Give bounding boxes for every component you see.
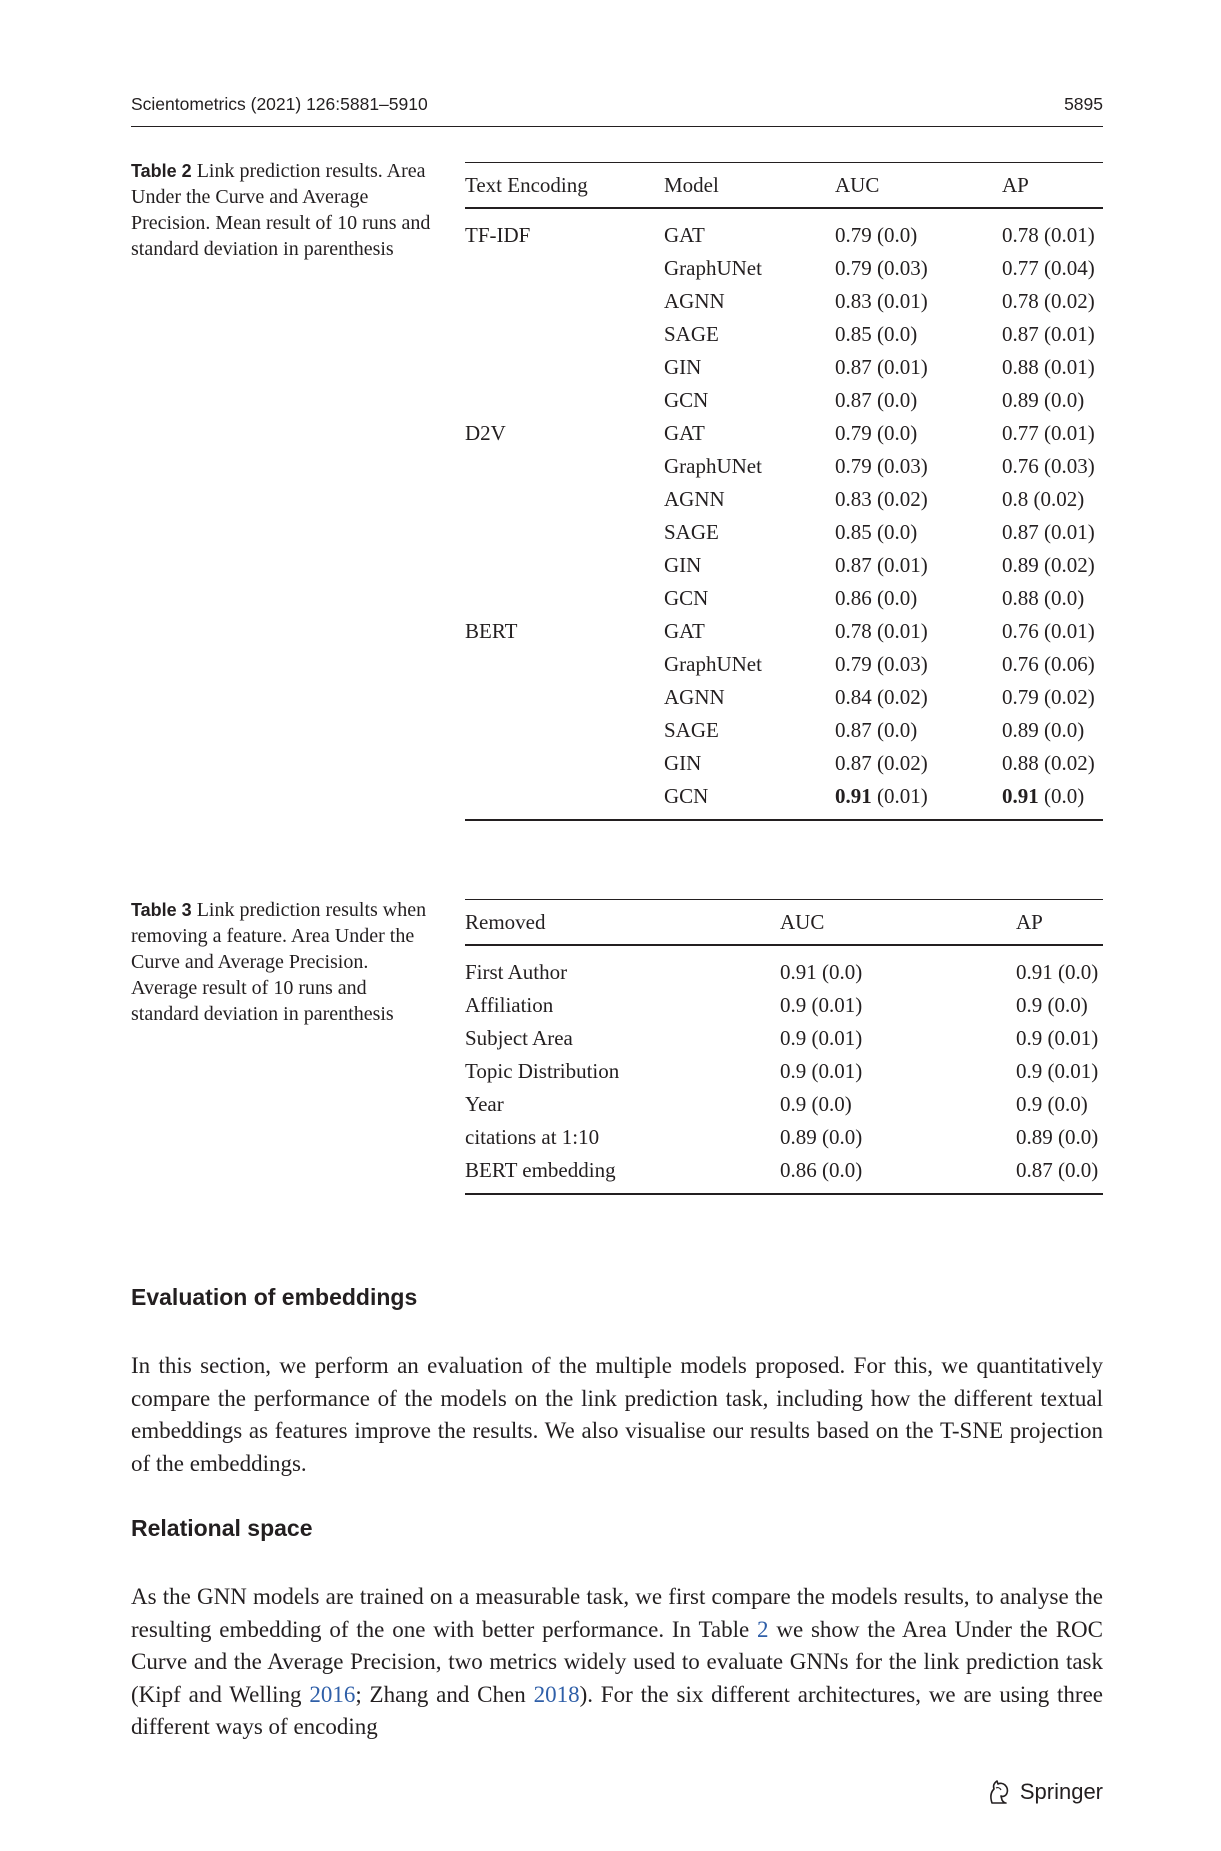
table2-cell-auc: 0.79 (0.03) (835, 652, 928, 676)
table2-cell-enc (465, 747, 664, 780)
table3-cell-removed: Subject Area (465, 1026, 573, 1050)
table2-cell-auc (835, 780, 1002, 820)
table2-cell-auc: 0.86 (0.0) (835, 586, 918, 610)
table-row (465, 1154, 1103, 1194)
paragraph-relational-space (131, 1581, 1103, 1744)
table3-cell-auc: 0.89 (0.0) (780, 1125, 863, 1149)
table2-cell-ap: 0.89 (0.02) (1002, 553, 1095, 577)
table2-cell-auc: 0.87 (0.01) (835, 553, 928, 577)
table2-cell-auc: 0.87 (0.02) (835, 751, 928, 775)
table2-cell-ap: 0.8 (0.02) (1002, 487, 1085, 511)
table2-cell-enc: D2V (465, 421, 506, 445)
table2-cell-ap: 0.79 (0.02) (1002, 685, 1095, 709)
table2-cell-ap: 0.77 (0.04) (1002, 256, 1095, 280)
table3-cell-auc: 0.91 (0.0) (780, 960, 863, 984)
table2-cell-model: SAGE (664, 520, 719, 544)
table-row (465, 747, 1103, 780)
best-value: 0.91 (835, 784, 872, 808)
table3-cell-auc: 0.9 (0.01) (780, 1059, 863, 1083)
table2-cell-model: GIN (664, 553, 702, 577)
table2-cell-model: GraphUNet (664, 256, 762, 280)
table2-col-model: Model (664, 172, 719, 197)
journal-citation: Scientometrics (2021) 126:5881–5910 (131, 94, 428, 114)
best-value: 0.91 (1002, 784, 1039, 808)
table2-cell-enc (465, 285, 664, 318)
table2-cell-model: AGNN (664, 487, 725, 511)
table3-cell-auc: 0.9 (0.01) (780, 993, 863, 1017)
table3-cell-removed: BERT embedding (465, 1158, 616, 1182)
table3-cell-removed: First Author (465, 960, 568, 984)
publisher-logo (986, 1778, 1103, 1806)
table2-cell-enc (465, 318, 664, 351)
table-row (465, 714, 1103, 747)
table2-cell-auc: 0.87 (0.0) (835, 718, 918, 742)
table2-cell-enc (465, 351, 664, 384)
table-row (465, 384, 1103, 417)
publisher-name: Springer (1019, 1779, 1103, 1804)
table-row (465, 1055, 1103, 1088)
table2-cell-auc: 0.84 (0.02) (835, 685, 928, 709)
table2-cell-model: GraphUNet (664, 454, 762, 478)
table2-cell-enc (465, 516, 664, 549)
table2-cell-ap: 0.76 (0.01) (1002, 619, 1095, 643)
table2 (465, 162, 1103, 821)
table2-cell-enc (465, 483, 664, 516)
table2-cell-model: GCN (664, 388, 709, 412)
table2-col-auc: AUC (835, 172, 880, 197)
table3-caption (131, 897, 431, 1027)
table2-cell-ap: 0.89 (0.0) (1002, 388, 1085, 412)
table2-cell-auc: 0.83 (0.02) (835, 487, 928, 511)
section-heading-relational-space: Relational space (131, 1515, 313, 1541)
table2-cell-ap: 0.88 (0.01) (1002, 355, 1095, 379)
table2-cell-model: SAGE (664, 718, 719, 742)
table3-cell-removed: citations at 1:10 (465, 1125, 600, 1149)
table3-cell-removed: Year (465, 1092, 504, 1116)
table-reference-link[interactable]: 2 (757, 1616, 769, 1642)
table2-cell-enc (465, 681, 664, 714)
table2-cell-enc (465, 714, 664, 747)
table2-cell-enc (465, 549, 664, 582)
table-row (465, 252, 1103, 285)
table2-cell-model: GAT (664, 421, 705, 445)
table2-cell-auc: 0.85 (0.0) (835, 322, 918, 346)
table3-cell-ap: 0.9 (0.01) (1016, 1026, 1099, 1050)
table-row (465, 208, 1103, 252)
page-number: 5895 (1064, 94, 1103, 114)
table2-cell-model: GraphUNet (664, 652, 762, 676)
table2-cell-auc: 0.79 (0.03) (835, 454, 928, 478)
table2-cell-auc: 0.87 (0.01) (835, 355, 928, 379)
table2-col-ap: AP (1002, 172, 1029, 197)
paragraph-text: we show the Area Under the ROC Curve and the Average Precision, two metrics widely used to evaluate GNNs for the link prediction task (Kipf and Welling (131, 1616, 1103, 1707)
table3-cell-ap: 0.89 (0.0) (1016, 1125, 1099, 1149)
table2-cell-ap: 0.87 (0.01) (1002, 520, 1095, 544)
table2-cell-model: AGNN (664, 685, 725, 709)
paragraph-evaluation: In this section, we perform an evaluation of the multiple models proposed. For this, we quantitatively compare the performance of the models on the link prediction task, including how the different textual embeddings as features improve the results. We also visualise our results based on the T-SNE projection of the embeddings. (131, 1353, 1103, 1476)
table-row (465, 351, 1103, 384)
table3-col-removed: Removed (465, 909, 546, 934)
table2-cell-auc: 0.83 (0.01) (835, 289, 928, 313)
table2-cell-ap: 0.78 (0.02) (1002, 289, 1095, 313)
table3-label: Table 3 (131, 900, 192, 920)
table-row (465, 582, 1103, 615)
paragraph-text: ; Zhang and Chen (355, 1681, 534, 1707)
table-row (465, 681, 1103, 714)
table-row (465, 285, 1103, 318)
table2-cell-auc: 0.79 (0.03) (835, 256, 928, 280)
table2-cell-enc (465, 252, 664, 285)
table2-cell-ap: 0.89 (0.0) (1002, 718, 1085, 742)
table3-cell-removed: Affiliation (465, 993, 554, 1017)
table3-cell-auc: 0.9 (0.01) (780, 1026, 863, 1050)
table2-cell-model: GAT (664, 619, 705, 643)
table3-cell-ap: 0.9 (0.01) (1016, 1059, 1099, 1083)
table2-cell-model: AGNN (664, 289, 725, 313)
table2-cell-auc: 0.79 (0.0) (835, 421, 918, 445)
table3-caption-text: Link prediction results when removing a feature. Area Under the Curve and Average Precision. Average result of 10 runs and standard deviation in parenthesis (131, 899, 427, 1025)
table2-cell-enc (465, 450, 664, 483)
table2-cell-enc (465, 582, 664, 615)
table2-cell-enc (465, 648, 664, 681)
table2-cell-ap (1002, 780, 1103, 820)
table2-cell-auc: 0.87 (0.0) (835, 388, 918, 412)
table3-cell-ap: 0.9 (0.0) (1016, 993, 1088, 1017)
table2-cell-model: GAT (664, 223, 705, 247)
paragraph-text: ). For the six different architectures, we are using three different ways of encoding (131, 1681, 1103, 1739)
table2-cell-model: GIN (664, 751, 702, 775)
table2-cell-auc: 0.85 (0.0) (835, 520, 918, 544)
table-row (465, 780, 1103, 820)
std-value: (0.01) (871, 784, 928, 808)
citation-link-zhang-2018[interactable]: 2018 (533, 1681, 580, 1707)
table2-cell-model: GCN (664, 784, 709, 808)
table2-cell-auc: 0.78 (0.01) (835, 619, 928, 643)
table3-col-auc: AUC (780, 909, 825, 934)
table3-header-row (465, 900, 1103, 946)
table3-cell-auc: 0.9 (0.0) (780, 1092, 852, 1116)
table2-cell-ap: 0.88 (0.02) (1002, 751, 1095, 775)
table2-cell-ap: 0.76 (0.03) (1002, 454, 1095, 478)
table3-cell-ap: 0.91 (0.0) (1016, 960, 1099, 984)
table2-cell-model: GCN (664, 586, 709, 610)
table2-cell-model: SAGE (664, 322, 719, 346)
table-row (465, 483, 1103, 516)
table2-cell-ap: 0.87 (0.01) (1002, 322, 1095, 346)
table3-cell-ap: 0.9 (0.0) (1016, 1092, 1088, 1116)
table-row (465, 648, 1103, 681)
citation-link-kipf-2016[interactable]: 2016 (309, 1681, 356, 1707)
table2-col-encoding: Text Encoding (465, 172, 588, 197)
std-value: (0.0) (1038, 784, 1085, 808)
table3-cell-auc: 0.86 (0.0) (780, 1158, 863, 1182)
table2-cell-ap: 0.78 (0.01) (1002, 223, 1095, 247)
table2-cell-auc: 0.79 (0.0) (835, 223, 918, 247)
table2-cell-ap: 0.88 (0.0) (1002, 586, 1085, 610)
page-header (131, 90, 1103, 127)
table2-cell-enc: BERT (465, 619, 518, 643)
paragraph-text: As the GNN models are trained on a measurable task, we first compare the models results, to analyse the resulting embedding of the one with better performance. In Table (131, 1584, 1103, 1642)
table2-cell-enc (465, 384, 664, 417)
table-row (465, 549, 1103, 582)
table2-cell-ap: 0.76 (0.06) (1002, 652, 1095, 676)
table2-cell-model: GIN (664, 355, 702, 379)
table2-header-row (465, 163, 1103, 209)
table-row (465, 318, 1103, 351)
springer-horse-icon (986, 1778, 1012, 1806)
table-row (465, 945, 1103, 989)
table3-cell-removed: Topic Distribution (465, 1059, 620, 1083)
table2-cell-enc (465, 780, 664, 820)
table2-cell-enc: TF-IDF (465, 223, 531, 247)
table3-cell-ap: 0.87 (0.0) (1016, 1158, 1099, 1182)
table2-cell-ap: 0.77 (0.01) (1002, 421, 1095, 445)
section-heading-evaluation: Evaluation of embeddings (131, 1284, 418, 1310)
table-row (465, 1022, 1103, 1055)
table2-label: Table 2 (131, 161, 192, 181)
table-row (465, 1088, 1103, 1121)
table-row (465, 417, 1103, 450)
table2-caption (131, 158, 437, 262)
table2-caption-text: Link prediction results. Area Under the Curve and Average Precision. Mean result of 10 runs and standard deviation in parenthesis (131, 160, 431, 260)
table3 (465, 899, 1103, 1195)
table-row (465, 615, 1103, 648)
table-row (465, 450, 1103, 483)
table-row (465, 1121, 1103, 1154)
table-row (465, 989, 1103, 1022)
table3-col-ap: AP (1016, 909, 1043, 934)
table-row (465, 516, 1103, 549)
